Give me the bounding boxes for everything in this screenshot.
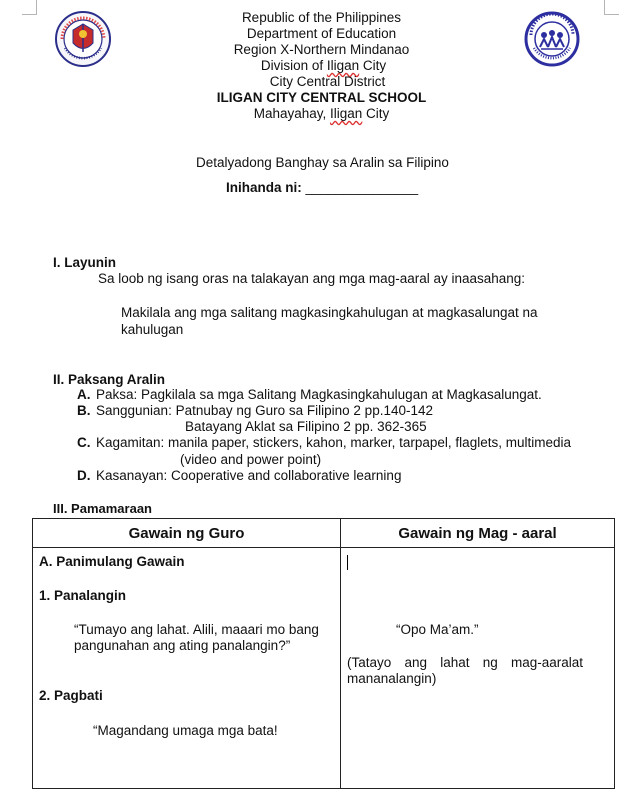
- column-student-header: Gawain ng Mag - aaral: [341, 519, 615, 548]
- text-cursor: [347, 555, 348, 570]
- item-paksa: Paksa: Pagkilala sa mga Salitang Magkasingkahulugan at Magkasalungat.: [96, 387, 542, 402]
- item-letter-d: D.: [77, 468, 91, 483]
- layunin-objective-line1: Makilala ang mga salitang magkasingkahulugan at magkasalungat na: [121, 305, 538, 320]
- header-district: City Central District: [269, 74, 386, 89]
- header-republic: Republic of the Philippines: [241, 10, 402, 25]
- section-paksang-aralin-heading: II. Paksang Aralin: [53, 372, 166, 387]
- panalangin-line1: “Tumayo ang lahat. Alili, maaari mo bang: [74, 622, 319, 637]
- item-sanggunian: Sanggunian: Patnubay ng Guro sa Filipino 2 pp.140-142: [96, 403, 433, 418]
- teacher-activities-cell[interactable]: [33, 548, 341, 789]
- phase-panimulang-gawain: A. Panimulang Gawain: [39, 554, 185, 569]
- item-sanggunian-cont: Batayang Aklat sa Filipino 2 pp. 362-365: [185, 419, 427, 434]
- item-kagamitan: Kagamitan: manila paper, stickers, kahon, marker, tarpapel, flaglets, multimedia: [96, 435, 571, 450]
- prepared-blank: _______________: [305, 180, 419, 195]
- item-letter-b: B.: [77, 403, 91, 418]
- step-pagbati: 2. Pagbati: [39, 688, 103, 703]
- layunin-objective-line2: kahulugan: [121, 322, 184, 337]
- lesson-plan-title: Detalyadong Banghay sa Aralin sa Filipino: [196, 155, 449, 170]
- pagbati-line1: “Magandang umaga mga bata!: [93, 723, 278, 738]
- header-division-suffix: City: [359, 58, 387, 73]
- item-letter-c: C.: [77, 435, 91, 450]
- section-layunin-heading: I. Layunin: [53, 255, 117, 270]
- panalangin-line2: pangunahan ang ating panalangin?”: [74, 638, 291, 653]
- student-action-line2: mananalangin): [347, 671, 437, 686]
- header-division: [2, 58, 643, 74]
- address-prefix: Mahayahay,: [253, 106, 330, 121]
- column-teacher-header: Gawain ng Guro: [33, 519, 341, 548]
- header-region: Region X-Northern Mindanao: [233, 42, 410, 57]
- address-suffix: City: [362, 106, 390, 121]
- header-department: Department of Education: [246, 26, 397, 41]
- section-pamamaraan-heading: III. Pamamaraan: [53, 501, 152, 516]
- school-address: [0, 106, 643, 122]
- prepared-label: Inihanda ni:: [226, 180, 302, 195]
- item-kasanayan: Kasanayan: Cooperative and collaborative learning: [96, 468, 402, 483]
- student-reply-opo: “Opo Ma’am.”: [396, 622, 479, 637]
- student-action-line1: (Tatayo ang lahat ng mag-aaralat: [347, 655, 583, 670]
- prepared-by: [226, 180, 418, 195]
- item-kagamitan-cont: (video and power point): [180, 452, 322, 467]
- item-letter-a: A.: [77, 387, 91, 402]
- student-activities-cell[interactable]: [341, 548, 615, 789]
- header-division-city: Iligan: [326, 58, 360, 73]
- header-division-prefix: Division of: [260, 58, 327, 73]
- procedure-table: [32, 518, 615, 789]
- address-city: Iligan: [330, 106, 363, 121]
- school-name: ILIGAN CITY CENTRAL SCHOOL: [216, 90, 427, 105]
- layunin-intro: Sa loob ng isang oras na talakayan ang mga mag-aaral ay inaasahang:: [98, 271, 526, 286]
- step-panalangin: 1. Panalangin: [39, 588, 127, 603]
